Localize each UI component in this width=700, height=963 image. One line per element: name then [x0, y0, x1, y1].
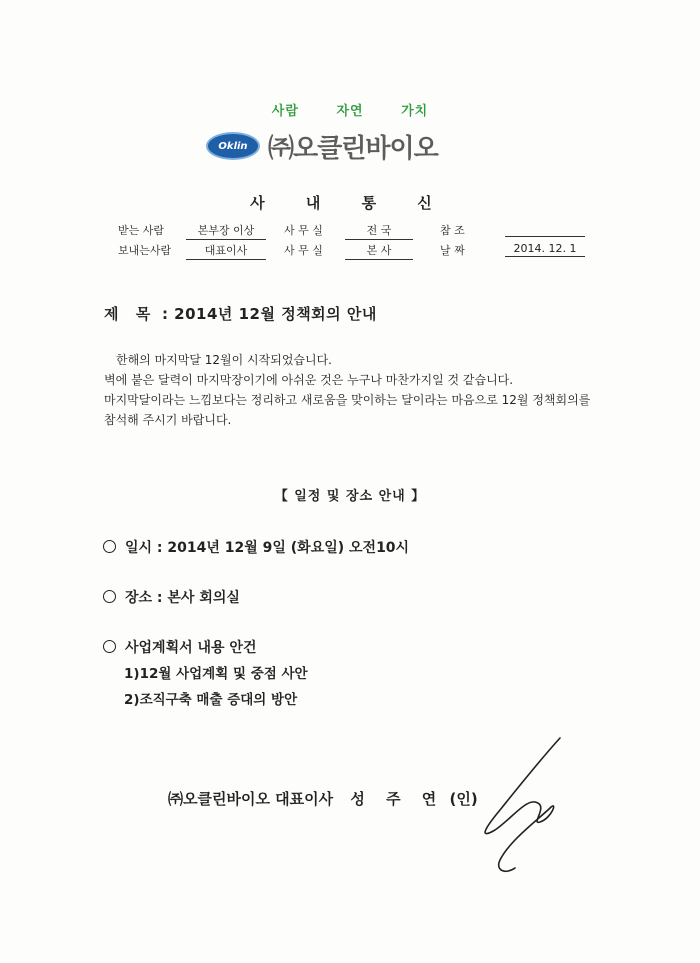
body-paragraph: 벽에 붙은 달력이 마지막장이기에 아쉬운 것은 누구나 마찬가지일 것 같습니다. — [104, 373, 514, 387]
agenda-item — [103, 637, 256, 657]
subject-line — [104, 303, 377, 324]
agenda-text: 사업계획서 내용 안건 — [125, 640, 257, 656]
office-label: 사 무 실 — [284, 224, 323, 237]
office-value: 본 사 — [345, 242, 413, 260]
signature-line — [168, 788, 478, 809]
schedule-section-title: 【 일정 및 장소 안내 】 — [274, 489, 426, 504]
agenda-subitem: 2)조직구축 매출 증대의 방안 — [124, 692, 298, 708]
company-name: ㈜오클린바이오 — [268, 133, 438, 164]
datetime-text: 일시 : 2014년 12월 9일 (화요일) 오전10시 — [125, 540, 410, 556]
subject-text: : 2014년 12월 정책회의 안내 — [161, 305, 377, 323]
recipient-label: 받는 사람 — [118, 224, 165, 237]
ceo-name: 성 주 연 — [350, 790, 445, 808]
circle-bullet-icon — [103, 640, 116, 653]
circle-bullet-icon — [103, 590, 116, 603]
office-label: 사 무 실 — [284, 244, 323, 257]
recipient-value: 본부장 이상 — [186, 222, 266, 240]
sender-value: 대표이사 — [186, 242, 266, 260]
reference-label: 참 조 — [440, 224, 465, 237]
sender-label: 보내는사람 — [118, 244, 172, 257]
subject-label: 제 목 — [104, 305, 157, 323]
document-type-title: 사 내 통 신 — [250, 194, 450, 212]
date-value: 2014. 12. 1 — [505, 242, 585, 257]
body-paragraph: 한해의 마지막달 12월이 시작되었습니다. — [116, 353, 333, 367]
circle-bullet-icon — [103, 540, 116, 553]
seal-mark: (인) — [449, 790, 478, 808]
slogan — [0, 100, 700, 119]
company-brand — [206, 128, 438, 164]
place-text: 장소 : 본사 회의실 — [125, 590, 240, 606]
body-paragraph: 마지막달이라는 느낌보다는 정리하고 새로움을 맞이하는 달이라는 마음으로 12월 정책회의를 참석해 주시기 바랍니다. — [104, 393, 591, 427]
date-label: 날 짜 — [440, 244, 465, 257]
handwritten-signature-icon — [440, 730, 580, 880]
slogan-word: 가치 — [401, 104, 429, 119]
office-value: 전 국 — [345, 222, 413, 240]
slogan-word: 자연 — [336, 104, 364, 119]
body-text — [104, 350, 594, 430]
datetime-item — [103, 537, 409, 557]
agenda-subitem: 1)12월 사업계획 및 중점 사안 — [124, 666, 308, 682]
company-logo-icon — [206, 132, 260, 160]
company-title: ㈜오클린바이오 대표이사 — [168, 790, 334, 808]
place-item — [103, 587, 240, 607]
reference-value — [505, 222, 585, 237]
logo-text: Oklin — [218, 140, 248, 152]
slogan-word: 사람 — [271, 104, 299, 119]
